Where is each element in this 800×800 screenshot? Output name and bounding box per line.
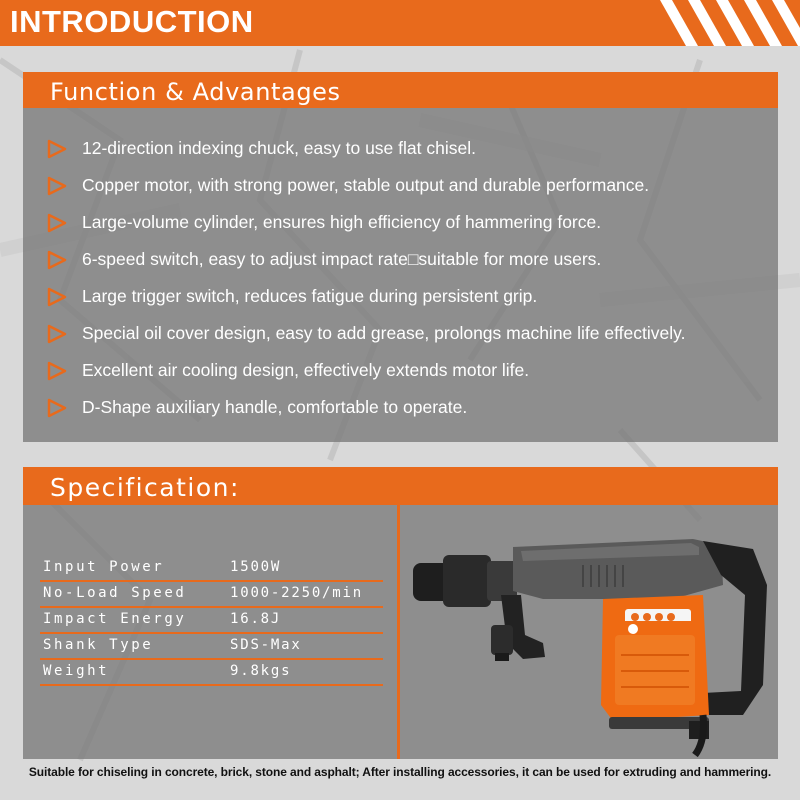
spec-value: 1000-2250/min bbox=[230, 585, 363, 601]
list-item bbox=[47, 352, 777, 389]
table-row bbox=[40, 634, 383, 660]
feature-text: Large-volume cylinder, ensures high efficiency of hammering force. bbox=[82, 212, 602, 232]
feature-list bbox=[47, 130, 777, 426]
arrow-right-icon bbox=[47, 324, 67, 344]
arrow-right-icon bbox=[47, 250, 67, 270]
table-row bbox=[40, 608, 383, 634]
spec-key: Weight bbox=[43, 663, 110, 679]
specification-section-header bbox=[23, 467, 778, 505]
list-item bbox=[47, 130, 777, 167]
list-item bbox=[47, 315, 777, 352]
specification-table bbox=[40, 556, 383, 686]
feature-text: 6-speed switch, easy to adjust impact rate□suitable for more users. bbox=[82, 249, 602, 269]
arrow-right-icon bbox=[47, 398, 67, 418]
spec-key: No-Load Speed bbox=[43, 585, 187, 601]
feature-text: Copper motor, with strong power, stable output and durable performance. bbox=[82, 175, 650, 195]
feature-text: Special oil cover design, easy to add grease, prolongs machine life effectively. bbox=[82, 323, 686, 343]
arrow-right-icon bbox=[47, 213, 67, 233]
feature-text: Excellent air cooling design, effectively extends motor life. bbox=[82, 360, 530, 380]
table-row bbox=[40, 660, 383, 686]
list-item bbox=[47, 167, 777, 204]
spec-value: 9.8kgs bbox=[230, 663, 292, 679]
spec-value: 16.8J bbox=[230, 611, 282, 627]
page-title: INTRODUCTION bbox=[10, 4, 254, 39]
arrow-right-icon bbox=[47, 287, 67, 307]
arrow-right-icon bbox=[47, 361, 67, 381]
feature-text: 12-direction indexing chuck, easy to use flat chisel. bbox=[82, 138, 476, 158]
stripes-decoration bbox=[650, 0, 800, 46]
list-item bbox=[47, 278, 777, 315]
specification-divider bbox=[397, 505, 400, 759]
feature-text: D-Shape auxiliary handle, comfortable to operate. bbox=[82, 397, 468, 417]
demolition-hammer-image bbox=[403, 525, 773, 757]
feature-text: Large trigger switch, reduces fatigue during persistent grip. bbox=[82, 286, 538, 306]
arrow-right-icon bbox=[47, 139, 67, 159]
spec-key: Shank Type bbox=[43, 637, 154, 653]
specification-section-title: Specification: bbox=[50, 473, 240, 502]
table-row bbox=[40, 556, 383, 582]
list-item bbox=[47, 389, 777, 426]
list-item bbox=[47, 241, 777, 278]
spec-key: Input Power bbox=[43, 559, 165, 575]
spec-value: SDS-Max bbox=[230, 637, 302, 653]
spec-value: 1500W bbox=[230, 559, 282, 575]
function-section-header bbox=[23, 72, 778, 108]
table-row bbox=[40, 582, 383, 608]
arrow-right-icon bbox=[47, 176, 67, 196]
footer-note: Suitable for chiseling in concrete, brick, stone and asphalt; After installing accessories, it can be used for extruding and hammering. bbox=[28, 765, 772, 779]
top-header bbox=[0, 0, 800, 46]
list-item bbox=[47, 204, 777, 241]
spec-key: Impact Energy bbox=[43, 611, 187, 627]
function-section-title: Function & Advantages bbox=[50, 78, 341, 106]
